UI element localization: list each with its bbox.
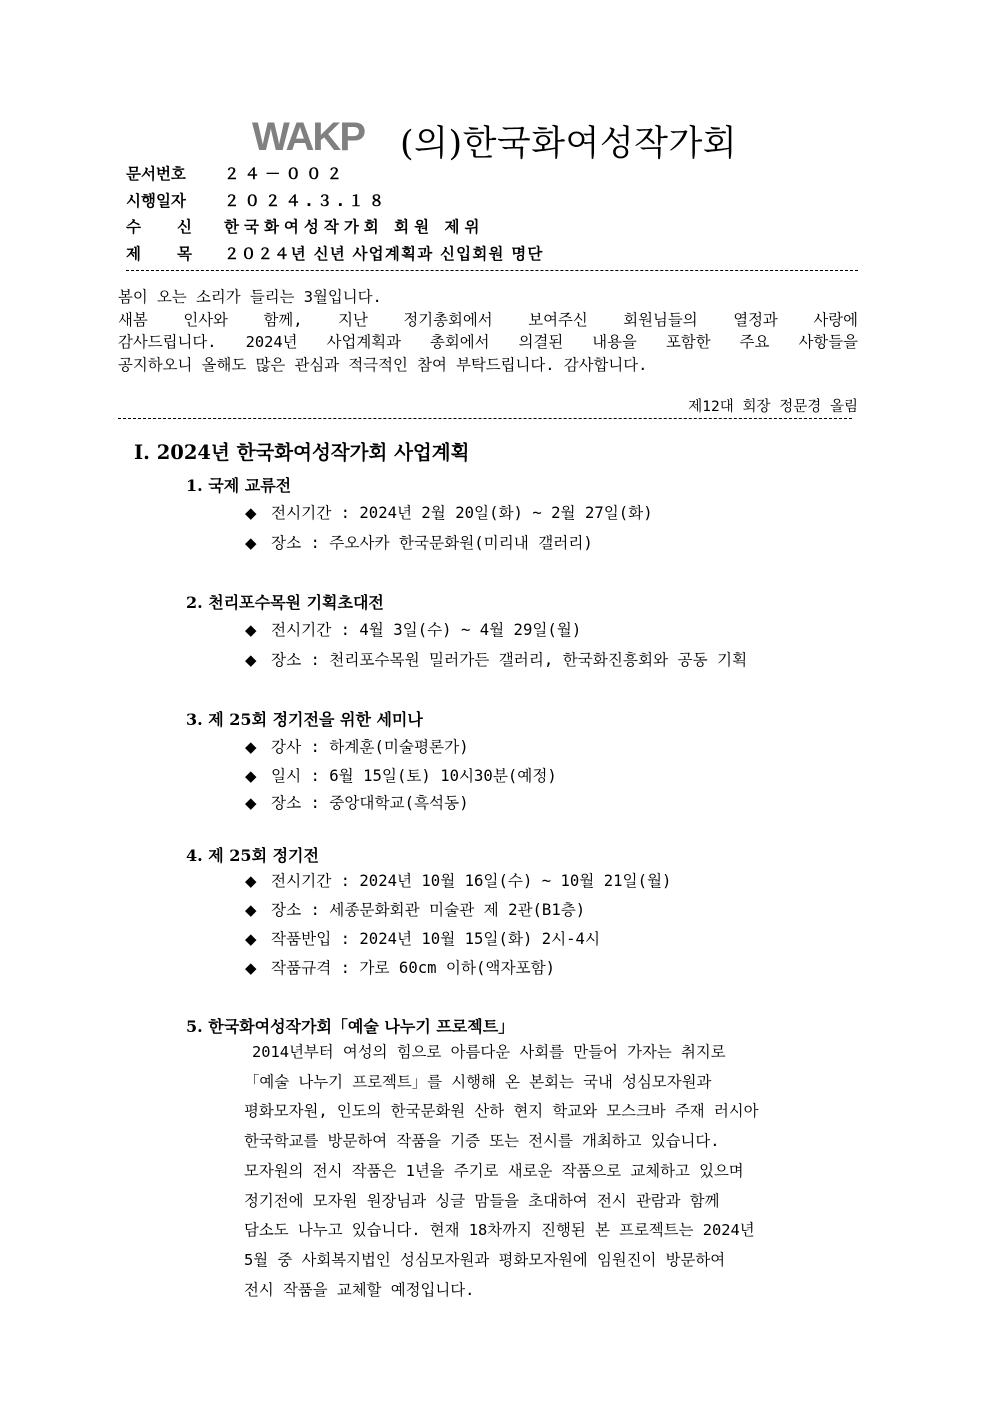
subject-label-2: 목 — [177, 244, 192, 263]
bullet-text: 전시기간 : 2024년 2월 20일(화) ~ 2월 27일(화) — [271, 504, 653, 522]
bullet-text: 장소 : 중앙대학교(흑석동) — [271, 794, 469, 812]
bullet-text: 일시 : 6월 15일(토) 10시30분(예정) — [271, 767, 557, 785]
doc-no-value: ２４－００２ — [224, 165, 348, 183]
bullet-text: 장소 : 주오사카 한국문화원(미리내 갤러리) — [271, 534, 593, 552]
black-diamond-icon: ◆ — [245, 504, 257, 522]
black-diamond-icon: ◆ — [245, 794, 257, 812]
bullet-text: 장소 : 세종문화회관 미술관 제 2관(B1층) — [271, 901, 586, 919]
logo-text: WAKP — [252, 115, 364, 156]
org-name: (의)한국화여성작가회 — [400, 124, 738, 164]
item-title: 3. 제 25회 정기전을 위한 세미나 — [186, 710, 423, 729]
bullet-item — [245, 869, 671, 891]
subject-label — [126, 242, 192, 264]
date-value: ２０２４.３.１８ — [224, 191, 390, 210]
black-diamond-icon: ◆ — [245, 872, 257, 890]
bullet-text: 강사 : 하계훈(미술평론가) — [271, 738, 469, 756]
bullet-item — [245, 764, 557, 786]
item-title: 5. 한국화여성작가회「예술 나누기 프로젝트」 — [186, 1017, 515, 1036]
subject-label-1: 제 — [126, 244, 141, 263]
bullet-text: 장소 : 천리포수목원 밀러가든 갤러리, 한국화진흥회와 공동 기획 — [271, 651, 748, 669]
greeting-line: 봄이 오는 소리가 들리는 3월입니다. — [118, 288, 382, 306]
section-title: Ⅰ. 2024년 한국화여성작가회 사업계획 — [134, 441, 470, 464]
bullet-item — [245, 956, 555, 978]
bullet-item — [245, 898, 585, 920]
greeting-line: 감사드립니다. 2024년 사업계획과 총회에서 의결된 내용을 포함한 주요 사항들을 — [118, 333, 858, 351]
paragraph-line: 평화모자원, 인도의 한국문화원 산하 현지 학교와 모스크바 주재 러시아 — [244, 1102, 759, 1121]
bullet-item — [245, 735, 469, 757]
recipient-label-2: 신 — [177, 218, 192, 236]
item-title: 2. 천리포수목원 기획초대전 — [186, 593, 384, 612]
divider-top — [126, 270, 858, 271]
bullet-text: 작품규격 : 가로 60cm 이하(액자포함) — [271, 959, 556, 977]
black-diamond-icon: ◆ — [245, 651, 257, 669]
paragraph-line: 「예술 나누기 프로젝트」를 시행해 온 본회는 국내 성심모자원과 — [244, 1072, 712, 1091]
meta-subject — [126, 238, 866, 265]
document-meta — [126, 158, 866, 264]
bullet-item — [245, 648, 747, 670]
signature: 제12대 회장 정문경 올림 — [688, 399, 858, 415]
paragraph-line: 전시 작품을 교체할 예정입니다. — [244, 1280, 475, 1299]
paragraph-line: 모자원의 전시 작품은 1년을 주기로 새로운 작품으로 교체하고 있으며 — [244, 1161, 744, 1180]
doc-no-label: 문서번호 — [126, 165, 186, 183]
black-diamond-icon: ◆ — [245, 534, 257, 552]
black-diamond-icon: ◆ — [245, 767, 257, 785]
meta-recipient — [126, 211, 866, 238]
paragraph-line: 담소도 나누고 있습니다. 현재 18차까지 진행된 본 프로젝트는 2024년 — [244, 1221, 755, 1240]
bullet-text: 전시기간 : 4월 3일(수) ~ 4월 29일(월) — [271, 621, 582, 639]
meta-doc-no — [126, 158, 866, 185]
project-paragraph — [244, 1038, 856, 1305]
divider-bottom — [118, 418, 852, 419]
greeting-text — [118, 286, 858, 376]
bullet-item — [245, 927, 600, 949]
black-diamond-icon: ◆ — [245, 738, 257, 756]
recipient-value: 한국화여성작가회 회원 제위 — [224, 218, 485, 236]
date-label: 시행일자 — [126, 191, 186, 210]
greeting-line: 새봄 인사와 함께, 지난 정기총회에서 보여주신 회원님들의 열정과 사랑에 — [118, 310, 858, 329]
paragraph-line: 2014년부터 여성의 힘으로 아름다운 사회를 만들어 가자는 취지로 — [252, 1043, 726, 1061]
wakp-logo — [252, 114, 400, 156]
black-diamond-icon: ◆ — [245, 959, 257, 977]
black-diamond-icon: ◆ — [245, 901, 257, 919]
paragraph-line: 한국학교를 방문하여 작품을 기증 또는 전시를 개최하고 있습니다. — [244, 1132, 720, 1151]
bullet-text: 전시기간 : 2024년 10월 16일(수) ~ 10월 21일(월) — [271, 872, 672, 890]
black-diamond-icon: ◆ — [245, 930, 257, 948]
subject-value: ２０２４년 신년 사업계획과 신입회원 명단 — [224, 244, 544, 263]
recipient-label-1: 수 — [126, 218, 141, 236]
greeting-line: 공지하오니 올해도 많은 관심과 적극적인 참여 부탁드립니다. 감사합니다. — [118, 355, 648, 374]
bullet-text: 작품반입 : 2024년 10월 15일(화) 2시-4시 — [271, 930, 601, 948]
bullet-item — [245, 618, 581, 640]
paragraph-line: 5월 중 사회복지법인 성심모자원과 평화모자원에 임원진이 방문하여 — [244, 1250, 726, 1269]
paragraph-line: 정기전에 모자원 원장님과 싱글 맘들을 초대하여 전시 관람과 함께 — [244, 1191, 720, 1210]
meta-date — [126, 185, 866, 212]
bullet-item — [245, 531, 593, 553]
black-diamond-icon: ◆ — [245, 621, 257, 639]
item-title: 4. 제 25회 정기전 — [186, 846, 319, 865]
item-title: 1. 국제 교류전 — [186, 476, 292, 495]
bullet-item — [245, 791, 469, 813]
bullet-item — [245, 501, 653, 523]
recipient-label — [126, 215, 192, 237]
